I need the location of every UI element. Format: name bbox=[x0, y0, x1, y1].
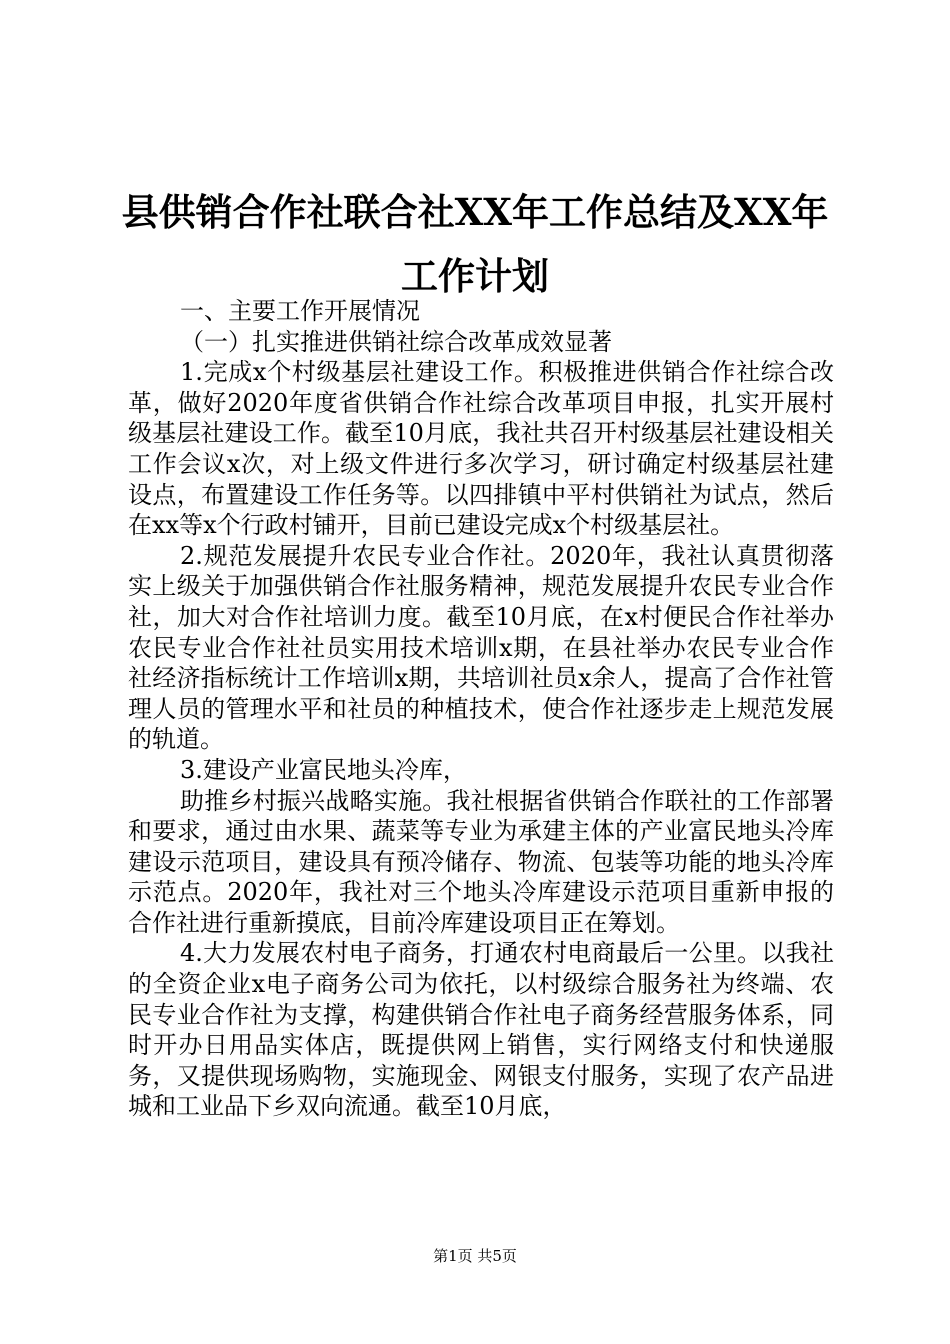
document-body bbox=[128, 296, 834, 1122]
body-paragraph: 助推乡村振兴战略实施。我社根据省供销合作联社的工作部署和要求，通过由水果、蔬菜等专业为承建主体的产业富民地头冷库建设示范项目，建设具有预冷储存、物流、包装等功能的地头冷库示范点。2020年，我社对三个地头冷库建设示范项目重新申报的合作社进行重新摸底，目前冷库建设项目正在筹划。 bbox=[128, 786, 834, 937]
document-title: 县供销合作社联合社XX年工作总结及XX年工作计划 bbox=[121, 190, 829, 298]
subsection-heading: （一）扎实推进供销社综合改革成效显著 bbox=[180, 327, 612, 356]
body-paragraph: 3.建设产业富民地头冷库， bbox=[180, 755, 467, 784]
body-paragraph: 2.规范发展提升农民专业合作社。2020年，我社认真贯彻落实上级关于加强供销合作社服务精神，规范发展提升农民专业合作社，加大对合作社培训力度。截至10月底，在x村便民合作社举办农民专业合作社社员实用技术培训x期，在县社举办农民专业合作社经济指标统计工作培训x期，共培训社员x余人，提高了合作社管理人员的管理水平和社员的种植技术，使合作社逐步走上规范发展的轨道。 bbox=[128, 541, 834, 754]
section-heading: 一、主要工作开展情况 bbox=[180, 297, 420, 325]
body-paragraph: 1.完成x个村级基层社建设工作。积极推进供销合作社综合改革，做好2020年度省供销合作社综合改革项目申报，扎实开展村级基层社建设工作。截至10月底，我社共召开村级基层社建设相关工作会议x次，对上级文件进行多次学习，研讨确定村级基层社建设点，布置建设工作任务等。以四排镇中平村供销社为试点，然后在xx等x个行政村铺开，目前已建设完成x个村级基层社。 bbox=[128, 358, 834, 540]
page-number: 第1页 共5页 bbox=[433, 1247, 517, 1265]
body-paragraph: 4.大力发展农村电子商务，打通农村电商最后一公里。以我社的全资企业x电子商务公司为依托，以村级综合服务社为终端、农民专业合作社为支撑，构建供销合作社电子商务经营服务体系，同时开办日用品实体店，既提供网上销售，实行网络支付和快递服务，又提供现场购物，实施现金、网银支付服务，实现了农产品进城和工业品下乡双向流通。截至10月底， bbox=[128, 939, 834, 1121]
